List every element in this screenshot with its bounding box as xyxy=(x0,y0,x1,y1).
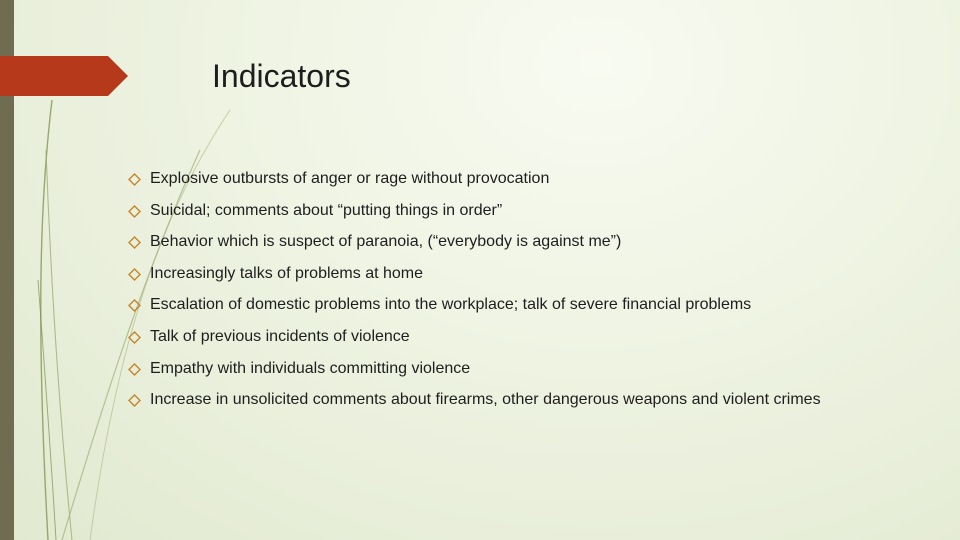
list-item xyxy=(128,294,858,316)
diamond-bullet-icon xyxy=(128,268,141,281)
diamond-bullet-icon xyxy=(128,173,141,186)
list-item xyxy=(128,326,858,348)
bullet-text: Explosive outbursts of anger or rage without provocation xyxy=(150,170,550,187)
diamond-bullet-icon xyxy=(128,394,141,407)
bullet-text: Talk of previous incidents of violence xyxy=(150,327,410,345)
list-item xyxy=(128,168,858,190)
bullet-text: Empathy with individuals committing violence xyxy=(150,359,471,377)
bullet-text: Suicidal; comments about “putting things in order” xyxy=(150,201,503,219)
list-item xyxy=(128,389,858,411)
diamond-bullet-icon xyxy=(128,299,141,312)
diamond-bullet-icon xyxy=(128,205,141,218)
bullet-text: Increase in unsolicited comments about firearms, other dangerous weapons and violent crimes xyxy=(150,391,821,409)
list-item xyxy=(128,358,858,380)
list-item xyxy=(128,263,858,285)
bullet-text: Escalation of domestic problems into the workplace; talk of severe financial problems xyxy=(150,296,752,314)
list-item xyxy=(128,200,858,222)
diamond-bullet-icon xyxy=(128,363,141,376)
bullet-list xyxy=(128,168,858,421)
bullet-text: Behavior which is suspect of paranoia, (“everybody is against me”) xyxy=(150,233,622,251)
diamond-bullet-icon xyxy=(128,331,141,344)
slide-title: Indicators xyxy=(212,58,351,94)
diamond-bullet-icon xyxy=(128,236,141,249)
bullet-text: Increasingly talks of problems at home xyxy=(150,264,424,282)
list-item xyxy=(128,231,858,253)
title-accent-tab xyxy=(0,56,128,96)
